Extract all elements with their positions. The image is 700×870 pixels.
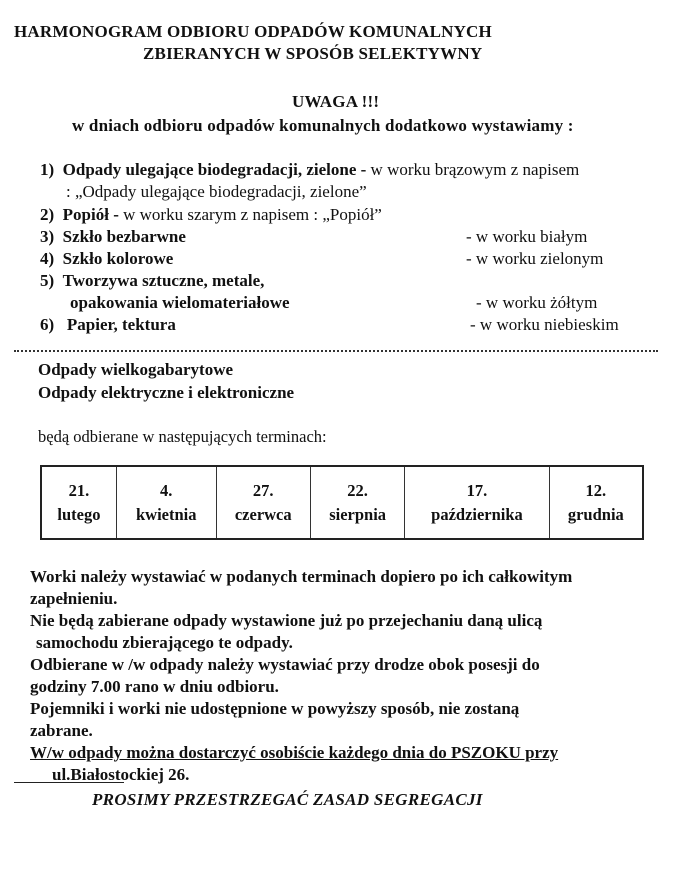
rule-line: Nie będą zabierane odpady wystawione już po przejechaniu daną ulicą bbox=[30, 611, 543, 630]
date-month: października bbox=[431, 504, 523, 524]
item-number: 5) bbox=[40, 271, 55, 290]
subtitle: w dniach odbioru odpadów komunalnych dodatkowo wystawiamy : bbox=[72, 116, 574, 135]
date-cell bbox=[549, 466, 643, 539]
list-item bbox=[40, 249, 173, 269]
terms-intro: będą odbierane w następujących terminach: bbox=[38, 427, 327, 446]
date-day: 4. bbox=[160, 480, 173, 500]
item-name: Popiół - bbox=[62, 205, 119, 224]
item-name: Tworzywa sztuczne, metale, bbox=[62, 271, 265, 290]
item-number: 6) bbox=[40, 315, 55, 334]
table-row bbox=[41, 466, 643, 539]
item-name: Szkło bezbarwne bbox=[62, 227, 186, 246]
list-item bbox=[40, 227, 186, 247]
pszok-address: ul.Białostockiej 26. bbox=[52, 765, 190, 784]
date-cell bbox=[216, 466, 310, 539]
list-item bbox=[40, 271, 264, 291]
item-name: Papier, tektura bbox=[66, 315, 176, 334]
date-month: lutego bbox=[57, 504, 101, 524]
rule-line: Worki należy wystawiać w podanych terminach dopiero po ich całkowitym bbox=[30, 567, 573, 586]
item-bag: - w worku zielonym bbox=[466, 249, 604, 268]
item-name-continuation: opakowania wielomateriałowe bbox=[70, 293, 290, 312]
date-cell bbox=[116, 466, 216, 539]
item-number: 2) bbox=[40, 205, 55, 224]
rule-line: Pojemniki i worki nie udostępnione w powyższy sposób, nie zostaną bbox=[30, 699, 520, 718]
item-bag: - w worku białym bbox=[466, 227, 588, 246]
item-bag: w worku brązowym z napisem bbox=[370, 160, 580, 179]
item-number: 4) bbox=[40, 249, 55, 268]
date-month: sierpnia bbox=[329, 504, 387, 524]
item-name: Odpady ulegające biodegradacji, zielone - bbox=[62, 160, 367, 179]
date-day: 21. bbox=[68, 480, 90, 500]
date-cell bbox=[310, 466, 404, 539]
rule-line: zabrane. bbox=[30, 721, 93, 740]
rule-line: zapełnieniu. bbox=[30, 589, 118, 608]
date-cell bbox=[41, 466, 116, 539]
dotted-divider bbox=[14, 350, 658, 352]
rule-line: samochodu zbierającego te odpady. bbox=[36, 633, 293, 652]
date-day: 17. bbox=[466, 480, 488, 500]
bulky-waste-label: Odpady wielkogabarytowe bbox=[38, 360, 234, 379]
rule-line: godziny 7.00 rano w dniu odbioru. bbox=[30, 677, 279, 696]
item-bag-continuation: : „Odpady ulegające biodegradacji, zielone” bbox=[66, 182, 367, 201]
rule-line: Odbierane w /w odpady należy wystawiać przy drodze obok posesji do bbox=[30, 655, 540, 674]
date-day: 12. bbox=[585, 480, 607, 500]
item-bag: - w worku żółtym bbox=[476, 293, 598, 312]
title-line-2: ZBIERANYCH W SPOSÓB SELEKTYWNY bbox=[143, 44, 483, 63]
date-month: czerwca bbox=[234, 504, 292, 524]
item-bag: - w worku niebieskim bbox=[470, 315, 619, 334]
date-month: kwietnia bbox=[135, 504, 197, 524]
underline-rule bbox=[14, 782, 124, 783]
notice-heading: UWAGA !!! bbox=[292, 92, 380, 111]
date-month: grudnia bbox=[567, 504, 624, 524]
footer-slogan: PROSIMY PRZESTRZEGAĆ ZASAD SEGREGACJI bbox=[92, 790, 483, 809]
item-bag: w worku szarym z napisem : „Popiół” bbox=[123, 205, 382, 224]
collection-dates-table bbox=[40, 465, 644, 540]
list-item bbox=[40, 205, 382, 225]
electronic-waste-label: Odpady elektryczne i elektroniczne bbox=[38, 383, 295, 402]
date-cell bbox=[405, 466, 549, 539]
date-day: 22. bbox=[347, 480, 368, 500]
list-item bbox=[40, 160, 579, 180]
date-day: 27. bbox=[252, 480, 274, 500]
item-name: Szkło kolorowe bbox=[62, 249, 174, 268]
title-line-1: HARMONOGRAM ODBIORU ODPADÓW KOMUNALNYCH bbox=[14, 22, 492, 41]
pszok-note: W/w odpady można dostarczyć osobiście każdego dnia do PSZOKU przy bbox=[30, 743, 559, 762]
item-number: 1) bbox=[40, 160, 55, 179]
list-item bbox=[40, 315, 176, 335]
item-number: 3) bbox=[40, 227, 55, 246]
